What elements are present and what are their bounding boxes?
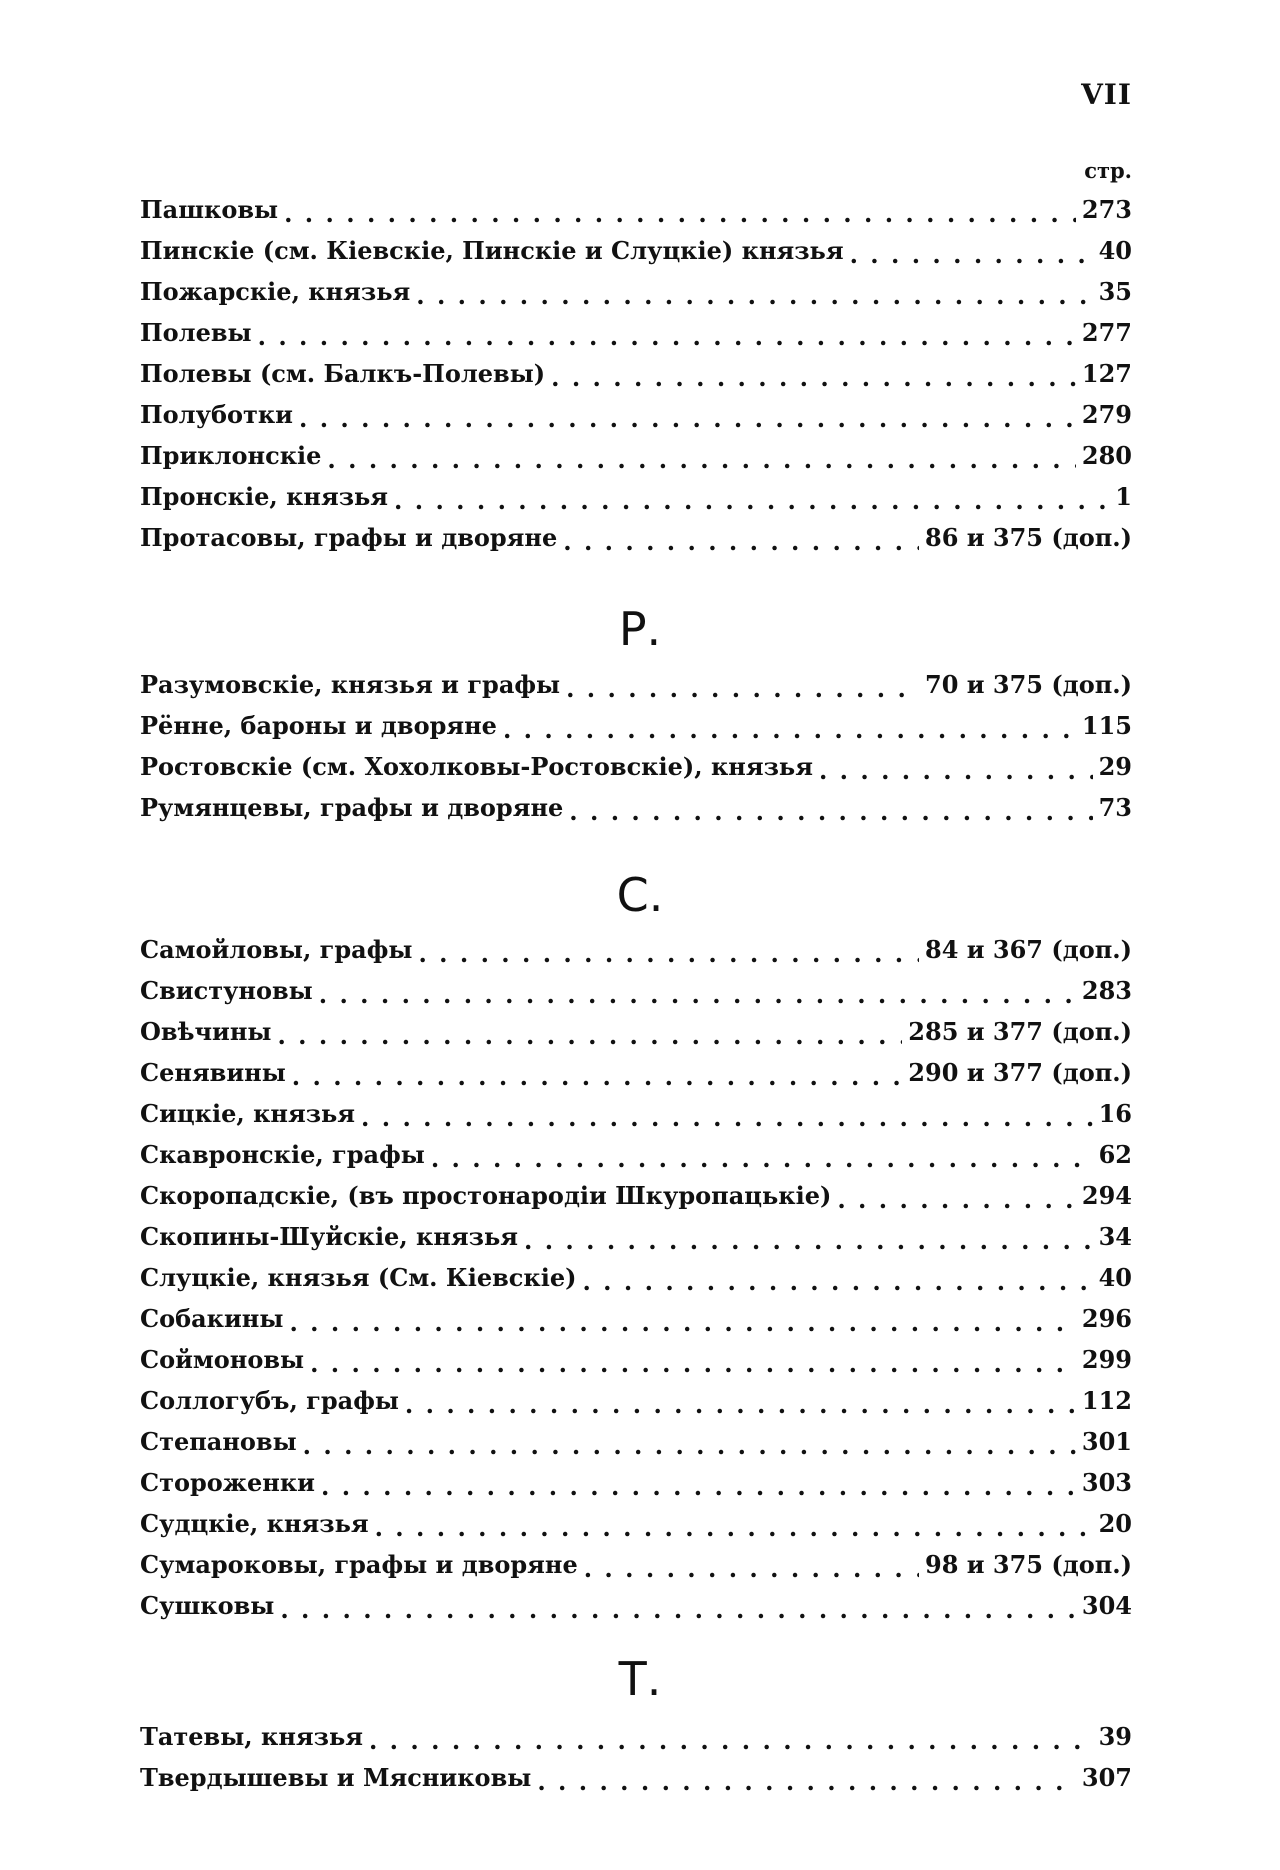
index-entry — [140, 1222, 1132, 1263]
entry-page: 35 — [1098, 277, 1132, 306]
entry-page: 303 — [1081, 1468, 1132, 1497]
entry-page: 290 и 377 (доп.) — [908, 1058, 1132, 1087]
dot-leader — [551, 363, 1076, 387]
entry-page: 39 — [1098, 1722, 1132, 1751]
entry-page: 86 и 375 (доп.) — [925, 523, 1132, 552]
dot-leader — [524, 1226, 1093, 1250]
index-entry — [140, 976, 1132, 1017]
index-entry — [140, 1591, 1132, 1632]
entry-page: 296 — [1081, 1304, 1132, 1333]
entry-name: Твердышевы и Мясниковы — [140, 1763, 532, 1792]
entry-page: 73 — [1098, 793, 1132, 822]
index-entry — [140, 1017, 1132, 1058]
entry-page: 34 — [1098, 1222, 1132, 1251]
entry-name: Сумароковы, графы и дворяне — [140, 1550, 578, 1579]
dot-leader — [394, 486, 1109, 510]
entry-name: Стороженки — [140, 1468, 315, 1497]
entry-name: Пашковы — [140, 195, 279, 224]
entry-name: Полевы — [140, 318, 252, 347]
entry-page: 304 — [1081, 1591, 1132, 1620]
dot-leader — [310, 1349, 1076, 1373]
dot-leader — [321, 1472, 1076, 1496]
page-column-header: стр. — [1084, 158, 1132, 183]
index-entry — [140, 236, 1132, 277]
entry-page: 20 — [1098, 1509, 1132, 1538]
index-entry — [140, 482, 1132, 523]
dot-leader — [819, 756, 1093, 780]
dot-leader — [361, 1103, 1093, 1127]
dot-leader — [503, 715, 1076, 739]
dot-leader — [369, 1726, 1093, 1750]
entry-page: 84 и 367 (доп.) — [925, 935, 1132, 964]
entry-name: Сушковы — [140, 1591, 275, 1620]
entry-name: Слуцкіе, князья (См. Кіевскіе) — [140, 1263, 577, 1292]
entry-name: Пинскіе (см. Кіевскіе, Пинскіе и Слуцкіе) князья — [140, 236, 844, 265]
entry-name: Соллогубъ, графы — [140, 1386, 399, 1415]
index-entry — [140, 1263, 1132, 1304]
entry-page: 299 — [1081, 1345, 1132, 1374]
index-entry — [140, 1304, 1132, 1345]
dot-leader — [416, 281, 1092, 305]
section-t-entries — [140, 1722, 1132, 1804]
index-entry — [140, 1058, 1132, 1099]
dot-leader — [375, 1513, 1093, 1537]
index-entry — [140, 1763, 1132, 1804]
index-entry — [140, 752, 1132, 793]
dot-leader — [566, 674, 919, 698]
entry-page: 279 — [1081, 400, 1132, 429]
dot-leader — [418, 939, 919, 963]
index-entry — [140, 441, 1132, 482]
entry-name: Татевы, князья — [140, 1722, 363, 1751]
entry-page: 1 — [1115, 482, 1132, 511]
index-entry — [140, 1140, 1132, 1181]
entry-page: 112 — [1081, 1386, 1132, 1415]
entry-name: Свистуновы — [140, 976, 313, 1005]
page-number: VII — [1081, 78, 1132, 111]
dot-leader — [584, 1554, 919, 1578]
entry-page: 283 — [1081, 976, 1132, 1005]
entry-page: 16 — [1098, 1099, 1132, 1128]
dot-leader — [405, 1390, 1076, 1414]
dot-leader — [319, 980, 1076, 1004]
section-r-entries — [140, 670, 1132, 834]
entry-name: Степановы — [140, 1427, 297, 1456]
entry-page: 98 и 375 (доп.) — [925, 1550, 1132, 1579]
dot-leader — [850, 240, 1093, 264]
entry-page: 294 — [1081, 1181, 1132, 1210]
dot-leader — [277, 1021, 902, 1045]
entry-name: Рённе, бароны и дворяне — [140, 711, 497, 740]
entry-name: Пожарскіе, князья — [140, 277, 411, 306]
index-entry — [140, 711, 1132, 752]
entry-page: 301 — [1081, 1427, 1132, 1456]
entry-page: 62 — [1098, 1140, 1132, 1169]
entry-page: 40 — [1098, 236, 1132, 265]
entry-name: Приклонскіе — [140, 441, 322, 470]
index-entry — [140, 793, 1132, 834]
entry-name: Полевы (см. Балкъ-Полевы) — [140, 359, 546, 388]
index-entry — [140, 359, 1132, 400]
index-entry — [140, 1181, 1132, 1222]
entry-page: 273 — [1081, 195, 1132, 224]
entry-page: 127 — [1081, 359, 1132, 388]
index-entry — [140, 670, 1132, 711]
dot-leader — [292, 1062, 903, 1086]
index-entry — [140, 1468, 1132, 1509]
index-entry — [140, 195, 1132, 236]
dot-leader — [582, 1267, 1092, 1291]
entry-page: 277 — [1081, 318, 1132, 347]
entry-name: Овѣчины — [140, 1017, 272, 1046]
entry-name: Собакины — [140, 1304, 284, 1333]
index-entry — [140, 1509, 1132, 1550]
dot-leader — [537, 1767, 1076, 1791]
entry-name: Ростовскіе (см. Хохолковы-Ростовскіе), князья — [140, 752, 813, 781]
index-entry — [140, 1427, 1132, 1468]
section-p-entries — [140, 195, 1132, 564]
section-letter-r: Р. — [618, 602, 662, 656]
index-entry — [140, 1099, 1132, 1140]
dot-leader — [327, 445, 1075, 469]
entry-name: Сицкіе, князья — [140, 1099, 356, 1128]
dot-leader — [563, 527, 919, 551]
entry-name: Скопины-Шуйскіе, князья — [140, 1222, 518, 1251]
entry-name: Судцкіе, князья — [140, 1509, 369, 1538]
entry-name: Сенявины — [140, 1058, 286, 1087]
entry-page: 40 — [1098, 1263, 1132, 1292]
entry-name: Скавронскіе, графы — [140, 1140, 425, 1169]
index-entry — [140, 523, 1132, 564]
index-entry — [140, 1722, 1132, 1763]
entry-name: Протасовы, графы и дворяне — [140, 523, 558, 552]
entry-page: 70 и 375 (доп.) — [925, 670, 1132, 699]
dot-leader — [837, 1185, 1076, 1209]
entry-page: 285 и 377 (доп.) — [908, 1017, 1132, 1046]
entry-name: Соймоновы — [140, 1345, 305, 1374]
index-entry — [140, 1550, 1132, 1591]
section-letter-t: Т. — [618, 1652, 662, 1706]
entry-name: Румянцевы, графы и дворяне — [140, 793, 564, 822]
section-letter-s: С. — [616, 868, 664, 922]
section-s-entries — [140, 935, 1132, 1632]
entry-name: Разумовскіе, князья и графы — [140, 670, 561, 699]
entry-page: 307 — [1081, 1763, 1132, 1792]
index-entry — [140, 400, 1132, 441]
entry-name: Самойловы, графы — [140, 935, 413, 964]
entry-page: 115 — [1081, 711, 1132, 740]
dot-leader — [280, 1595, 1076, 1619]
dot-leader — [284, 199, 1076, 223]
entry-name: Пронскіе, князья — [140, 482, 389, 511]
index-entry — [140, 935, 1132, 976]
dot-leader — [258, 322, 1076, 346]
dot-leader — [299, 404, 1076, 428]
index-entry — [140, 1386, 1132, 1427]
dot-leader — [569, 797, 1092, 821]
index-entry — [140, 277, 1132, 318]
entry-name: Полуботки — [140, 400, 293, 429]
index-entry — [140, 1345, 1132, 1386]
index-entry — [140, 318, 1132, 359]
entry-page: 280 — [1081, 441, 1132, 470]
dot-leader — [289, 1308, 1075, 1332]
entry-name: Скоропадскіе, (въ простонародіи Шкуропацькіе) — [140, 1181, 832, 1210]
entry-page: 29 — [1098, 752, 1132, 781]
dot-leader — [431, 1144, 1093, 1168]
dot-leader — [303, 1431, 1076, 1455]
